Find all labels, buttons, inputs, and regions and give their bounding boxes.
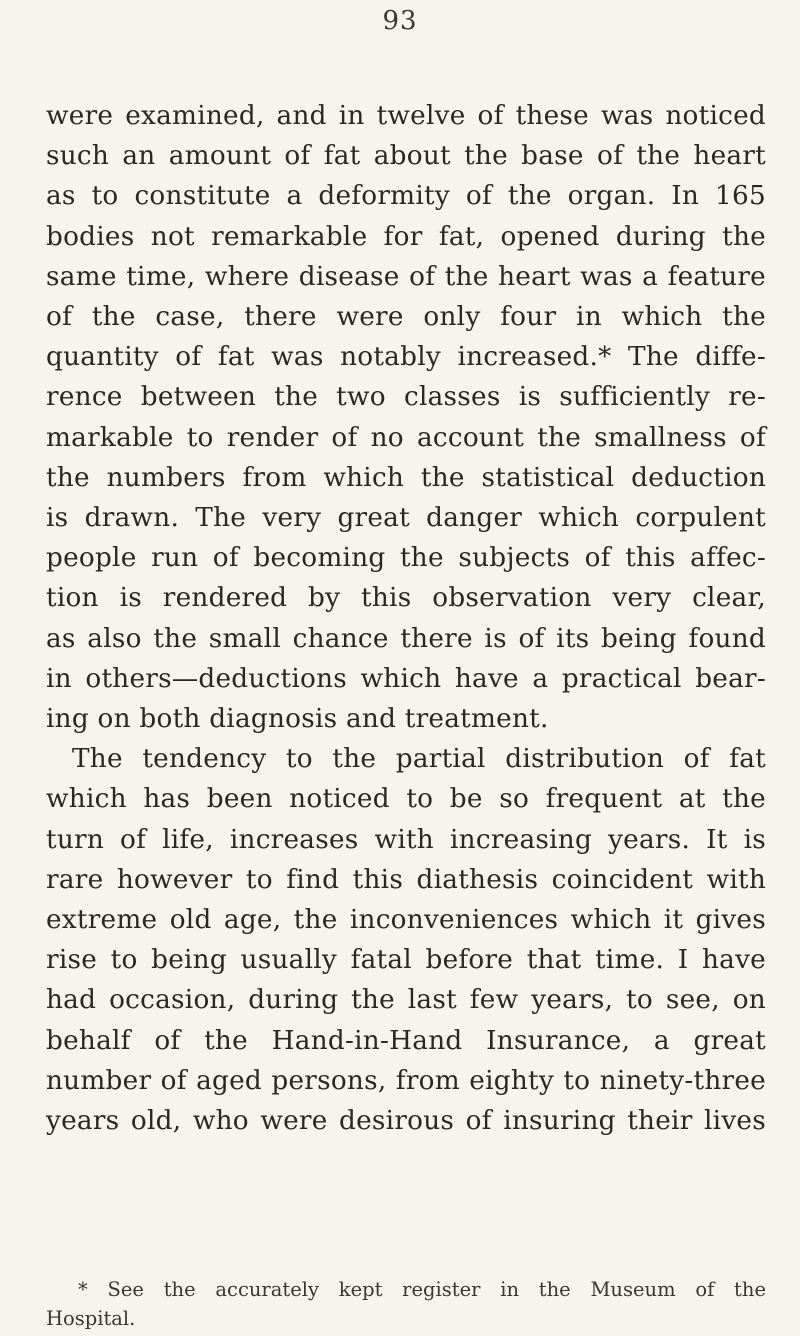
text-line: were examined, and in twelve of these was noticed <box>46 101 766 131</box>
text-line: markable to render of no account the smallness of <box>46 422 766 453</box>
footnote-line: * See the accurately kept register in the Museum of the <box>78 1278 766 1301</box>
body-text <box>46 96 766 1141</box>
text-line: turn of life, increases with increasing years. It is <box>46 824 766 855</box>
text-line: such an amount of fat about the base of the heart <box>46 141 766 172</box>
text-line: in others—deductions which have a practical bear- <box>46 663 766 694</box>
page-number: 93 <box>382 6 418 36</box>
text-line: people run of becoming the subjects of this affec- <box>46 543 766 574</box>
text-line: rare however to find this diathesis coincident with <box>46 864 766 895</box>
text-line-paragraph-end: ing on both diagnosis and treatment. <box>46 704 549 735</box>
footnote <box>46 1275 766 1333</box>
text-line: which has been noticed to be so frequent at the <box>46 784 766 815</box>
text-line: as also the small chance there is of its being found <box>46 623 766 654</box>
text-line-paragraph-start: The tendency to the partial distribution of fat <box>72 744 766 775</box>
text-line: as to constitute a deformity of the organ. In 165 <box>46 181 766 212</box>
text-line: the numbers from which the statistical deduction <box>46 462 766 493</box>
text-line: tion is rendered by this observation very clear, <box>46 583 766 614</box>
text-line: behalf of the Hand-in-Hand Insurance, a great <box>46 1025 766 1056</box>
text-line: bodies not remarkable for fat, opened during the <box>46 221 766 252</box>
text-line: number of aged persons, from eighty to ninety-three <box>46 1065 766 1096</box>
text-line: quantity of fat was notably increased.* The diffe- <box>46 342 766 373</box>
text-line: rence between the two classes is sufficiently re- <box>46 382 766 413</box>
text-line: years old, who were desirous of insuring their lives <box>46 1106 766 1137</box>
text-line: extreme old age, the inconveniences which it gives <box>46 905 766 936</box>
text-line: same time, where disease of the heart was a feature <box>46 261 766 292</box>
text-line: is drawn. The very great danger which corpulent <box>46 503 766 534</box>
text-line: had occasion, during the last few years, to see, on <box>46 985 766 1016</box>
text-line: of the case, there were only four in which the <box>46 302 766 333</box>
footnote-line: Hospital. <box>46 1307 136 1330</box>
text-line: rise to being usually fatal before that time. I have <box>46 945 766 976</box>
